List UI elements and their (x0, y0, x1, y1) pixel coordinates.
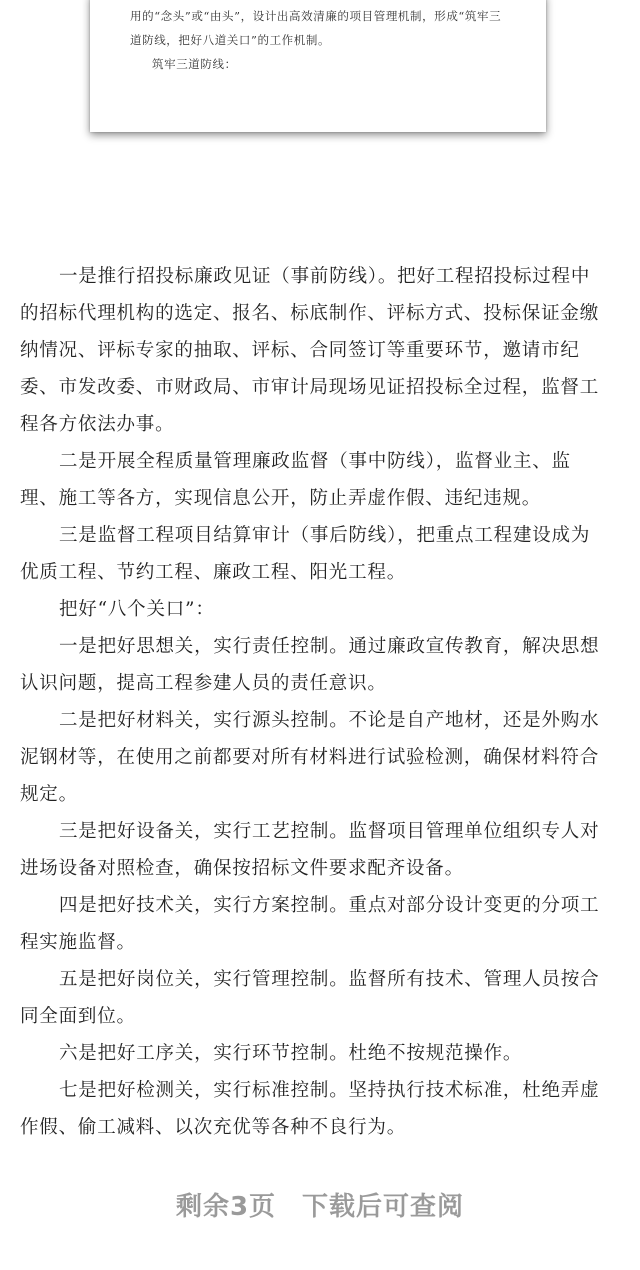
body-line: 四是把好技术关，实行方案控制。重点对部分设计变更的分项工 (59, 895, 600, 916)
body-line: 三是把好设备关，实行工艺控制。监督项目管理单位组织专人对 (59, 821, 600, 842)
body-line: 程实施监督。 (20, 932, 136, 953)
body-line: 进场设备对照检查，确保按招标文件要求配齐设备。 (20, 858, 464, 879)
preview-line: 筑牢三道防线： (152, 57, 237, 71)
body-line: 一是把好思想关，实行责任控制。通过廉政宣传教育，解决思想 (59, 636, 600, 657)
body-line: 六是把好工序关，实行环节控制。杜绝不按规范操作。 (59, 1043, 523, 1064)
body-line: 五是把好岗位关，实行管理控制。监督所有技术、管理人员按合 (59, 969, 600, 990)
body-line: 程各方依法办事。 (20, 414, 175, 435)
body-line: 同全面到位。 (20, 1006, 136, 1027)
body-line: 三是监督工程项目结算审计（事后防线），把重点工程建设成为 (59, 525, 591, 546)
body-line: 二是开展全程质量管理廉政监督（事中防线），监督业主、监 (59, 451, 571, 472)
preview-text (130, 4, 520, 76)
document-preview-card (90, 0, 546, 132)
preview-line: 用的“念头”或“由头”，设计出高效清廉的项目管理机制，形成“筑牢三 (130, 9, 502, 23)
body-line: 把好“八个关口”： (59, 599, 215, 620)
body-line: 七是把好检测关，实行标准控制。坚持执行技术标准，杜绝弄虚 (59, 1080, 600, 1101)
download-to-view-link[interactable]: 下载后可查阅 (302, 1192, 465, 1222)
body-line: 一是推行招投标廉政见证（事前防线）。把好工程招投标过程中 (59, 266, 591, 287)
body-line: 二是把好材料关，实行源头控制。不论是自产地材，还是外购水 (59, 710, 600, 731)
body-line: 泥钢材等，在使用之前都要对所有材料进行试验检测，确保材料符合 (20, 747, 600, 768)
remaining-pages-text: 剩余3页 (175, 1192, 277, 1222)
body-line: 委、市发改委、市财政局、市审计局现场见证招投标全过程，监督工 (20, 377, 600, 398)
body-line: 理、施工等各方，实现信息公开，防止弄虚作假、违纪违规。 (20, 488, 542, 509)
body-line: 优质工程、节约工程、廉政工程、阳光工程。 (20, 562, 407, 583)
body-line: 作假、偷工减料、以次充优等各种不良行为。 (20, 1117, 407, 1138)
body-line: 规定。 (20, 784, 78, 805)
body-line: 的招标代理机构的选定、报名、标底制作、评标方式、投标保证金缴 (20, 303, 600, 324)
preview-line: 道防线，把好八道关口”的工作机制。 (130, 33, 331, 47)
body-line: 认识问题，提高工程参建人员的责任意识。 (20, 673, 387, 694)
body-line: 纳情况、评标专家的抽取、评标、合同签订等重要环节，邀请市纪 (20, 340, 580, 361)
document-body (20, 258, 624, 1146)
remaining-pages-banner[interactable] (0, 1186, 640, 1223)
